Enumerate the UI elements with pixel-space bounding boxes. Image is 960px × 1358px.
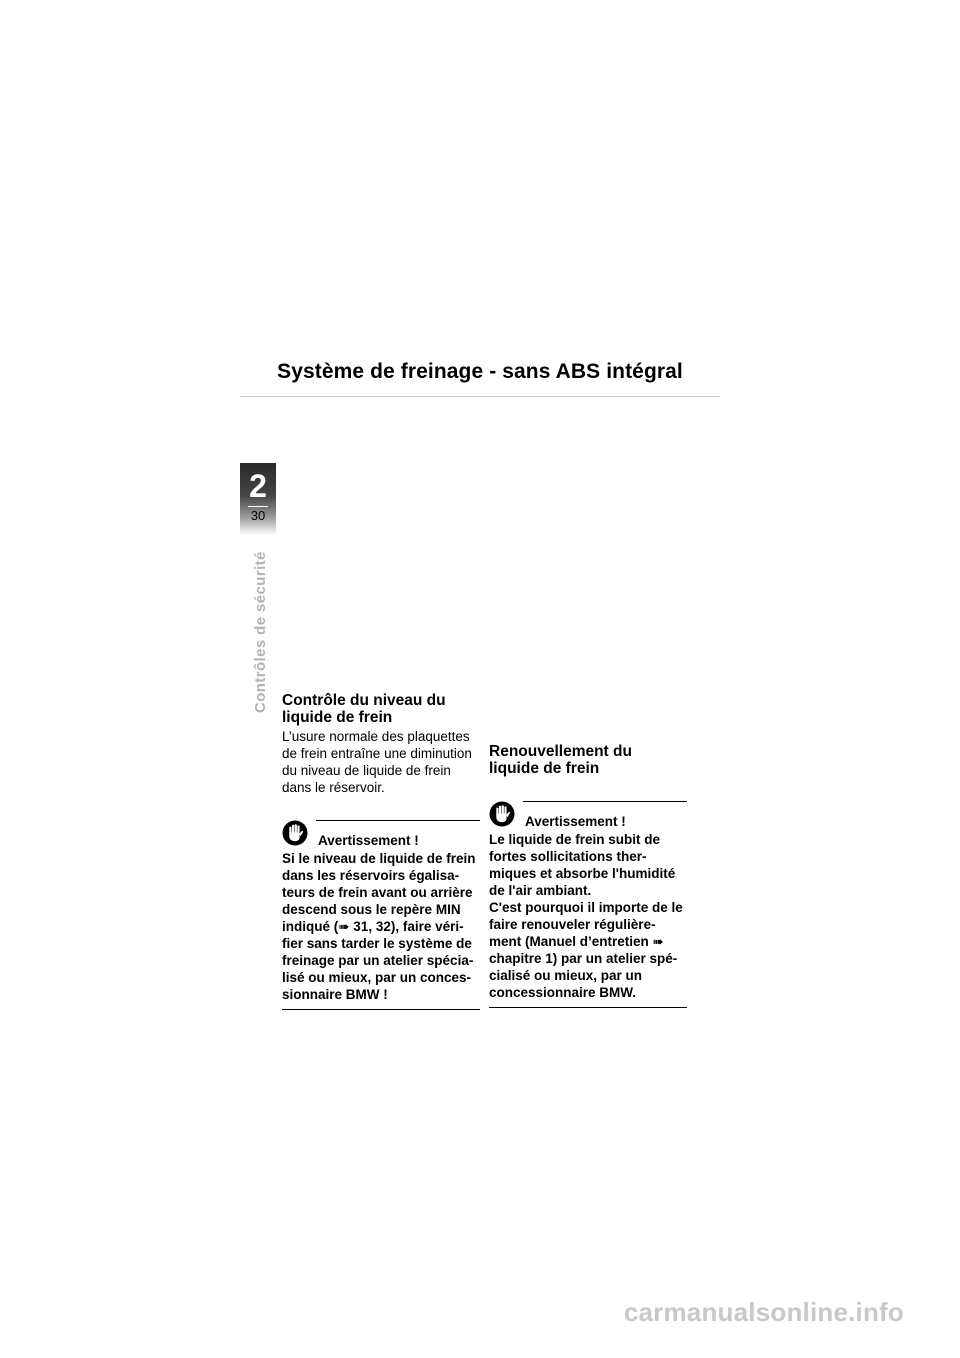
section-heading-line: liquide de frein — [282, 709, 393, 726]
warning-title: Avertissement ! — [318, 833, 419, 848]
warning-line: C'est pourquoi il importe de le — [489, 900, 683, 915]
warning-line: descend sous le repère MIN — [282, 902, 461, 917]
hand-icon — [489, 801, 515, 827]
chapter-side-label: Contrôles de sécurité — [252, 551, 269, 713]
warning-header — [282, 820, 480, 850]
warning-line: de l'air ambiant. — [489, 883, 592, 898]
warning-line: lisé ou mieux, par un conces- — [282, 970, 472, 985]
warning-line: teurs de frein avant ou arrière — [282, 885, 473, 900]
warning-bottom-rule — [489, 1007, 687, 1008]
warning-line: fier sans tarder le système de — [282, 936, 472, 951]
body-line: dans le réservoir. — [282, 780, 385, 795]
section-heading-line: liquide de frein — [489, 760, 600, 777]
warning-line: ment (Manuel d’entretien ➠ — [489, 934, 664, 949]
watermark: carmanualsonline.info — [623, 1297, 904, 1327]
chapter-divider — [248, 506, 268, 507]
section-heading-line: Contrôle du niveau du — [282, 692, 446, 709]
warning-box — [489, 801, 687, 1008]
brake-fluid-level-section — [282, 692, 480, 1010]
warning-top-rule — [316, 820, 480, 821]
warning-line: sionnaire BMW ! — [282, 987, 388, 1002]
warning-line: freinage par un atelier spécia- — [282, 953, 474, 968]
warning-top-rule — [523, 801, 687, 802]
page-title: Système de freinage - sans ABS intégral — [277, 360, 683, 383]
body-line: de frein entraîne une diminution — [282, 746, 472, 761]
warning-line: fortes sollicitations ther- — [489, 849, 647, 864]
hand-icon — [282, 820, 308, 846]
warning-line: dans les réservoirs égalisa- — [282, 868, 460, 883]
warning-title: Avertissement ! — [525, 814, 626, 829]
warning-line: Le liquide de frein subit de — [489, 832, 661, 847]
section-body — [282, 728, 480, 796]
chapter-number: 2 — [249, 468, 267, 504]
warning-header — [489, 801, 687, 831]
section-heading — [282, 692, 480, 726]
warning-line: concessionnaire BMW. — [489, 985, 637, 1000]
warning-line: indiqué (➠ 31, 32), faire véri- — [282, 919, 464, 934]
warning-line: cialisé ou mieux, par un — [489, 968, 643, 983]
brake-fluid-renewal-section — [489, 743, 687, 1008]
page-number: 30 — [250, 508, 266, 523]
warning-line: miques et absorbe l'humidité — [489, 866, 676, 881]
body-line: L’usure normale des plaquettes — [282, 729, 470, 744]
warning-line: Si le niveau de liquide de frein — [282, 851, 476, 866]
warning-box — [282, 820, 480, 1010]
warning-line: chapitre 1) par un atelier spé- — [489, 951, 678, 966]
body-line: du niveau de liquide de frein — [282, 763, 451, 778]
section-heading — [489, 743, 687, 777]
section-heading-line: Renouvellement du — [489, 743, 632, 760]
warning-line: faire renouveler régulière- — [489, 917, 656, 932]
warning-bottom-rule — [282, 1009, 480, 1010]
header-divider — [240, 396, 720, 397]
warning-body — [489, 831, 687, 1001]
warning-body — [282, 850, 480, 1003]
